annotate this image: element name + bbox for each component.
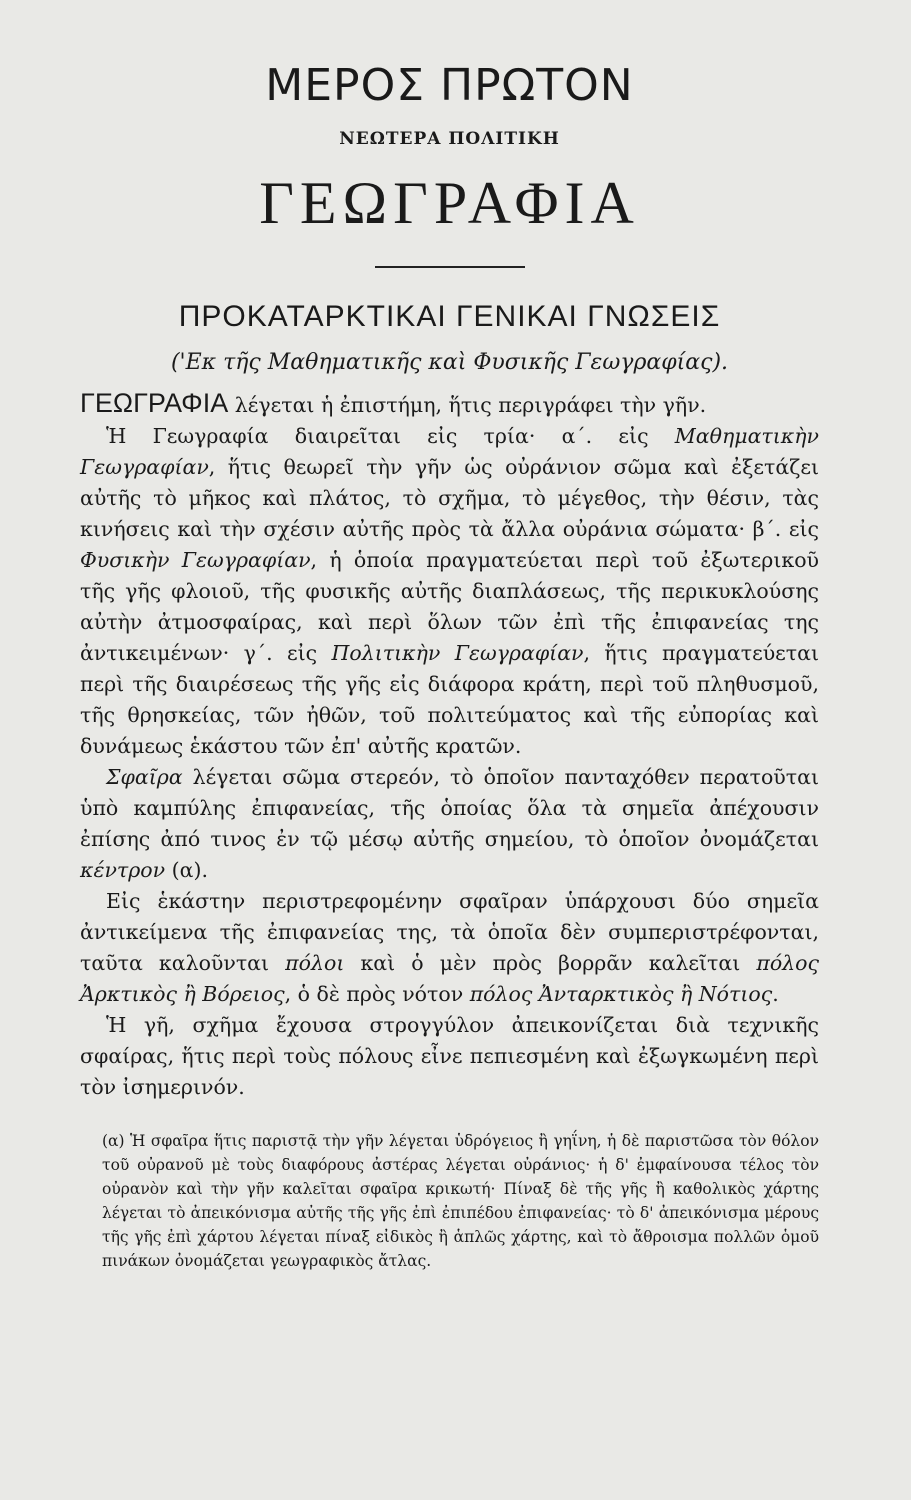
paragraph-text: Εἰς ἑκάστην περιστρεφομένην σφαῖραν ὑπάρχουσι δύο σημεῖα ἀντικείμενα τῆς ἐπιφανείας της, τὰ ὁποῖα δὲν συμπεριστρέφονται, ταῦτα καλοῦνται xyxy=(80,889,819,975)
paragraph-text: λέγεται σῶμα στερεόν, τὸ ὁποῖον πανταχόθεν περατοῦται ὑπὸ καμπύλης ἐπιφανείας, τῆς ὁποίας ὅλα τὰ σημεῖα ἀπέχουσιν ἐπίσης ἀπό τινος ἐν τῷ μέσῳ αὐτῆς σημείου, τὸ ὁποῖον ὀνομάζεται xyxy=(80,765,819,851)
main-title: ΓΕΩΓΡΑΦΙΑ xyxy=(259,170,640,236)
part-title: ΜΕΡΟΣ ΠΡΩΤΟΝ xyxy=(265,60,634,111)
paragraph-earth-shape xyxy=(80,1010,819,1103)
source-note: ('Εκ τῆς Μαθηματικῆς καὶ Φυσικῆς Γεωγραφίας). xyxy=(170,350,729,375)
paragraph-text: καὶ ὁ μὲν πρὸς βορρᾶν καλεῖται xyxy=(344,951,757,975)
paragraph-text: . xyxy=(772,982,779,1006)
paragraph-text: Ἡ γῆ, σχῆμα ἔχουσα στρογγύλον ἀπεικονίζεται διὰ τεχνικῆς σφαίρας, ἥτις περὶ τοὺς πόλους εἶνε πεπιεσμένη καὶ ἐξωγκωμένη xyxy=(80,1013,819,1068)
term-poles: πόλοι xyxy=(285,951,345,975)
term-south-pole: πόλος Ἀνταρκτικὸς ἢ Νότιος xyxy=(469,982,773,1006)
paragraph-definition xyxy=(80,388,819,421)
paragraph-text: λέγεται ἡ ἐπιστήμη, ἥτις περιγράφει τὴν γῆν. xyxy=(228,393,707,417)
paragraph-text: περὶ τὸν ἰσημερινόν. xyxy=(80,1044,819,1099)
paragraph-poles xyxy=(80,886,819,1010)
paragraph-text: , ὁ δὲ πρὸς νότον xyxy=(284,982,470,1006)
term-mathematical: Μαθηματικὴν Γεωγραφίαν xyxy=(80,424,819,479)
footnote: (α) Ἡ σφαῖρα ἥτις παριστᾷ τὴν γῆν λέγεται ὑδρόγειος ἢ γηΐνη, ἡ δὲ παριστῶσα τὸν θόλον τοῦ οὐρανοῦ μὲ τοὺς διαφόρους ἀστέρας λέγεται οὐράνιος· ἡ δ' ἐμφαίνουσα τέλος τὸν οὐρανὸν καὶ τὴν γῆν καλεῖται σφαῖρα κρικωτή· Πίναξ δὲ τῆς γῆς ἢ καθολικὸς χάρτης λέγεται τὸ ἀπεικόνισμα αὐτῆς τῆς γῆς ἐπὶ ἐπιπέδου ἐπιφανείας· τὸ δ' ἀπεικόνισμα μέρους τῆς γῆς ἐπὶ χάρτου λέγεται πίναξ εἰδικὸς ἢ ἁπλῶς χάρτης, καὶ τὸ ἄθροισμα πολλῶν ὁμοῦ πινάκων ὀνομάζεται γεωγραφικὸς ἄτλας. xyxy=(102,1132,819,1270)
paragraph-text: , ἥτις πραγματεύεται περὶ τῆς διαιρέσεως τῆς γῆς εἰς διάφορα κράτη, περὶ τοῦ πληθυσμοῦ, τῆς θρησκείας, τῶν ἠθῶν, τοῦ πολιτεύματος καὶ τῆς εὐπορίας καὶ δυνάμεως ἑκάστου τῶν ἐπ' αὐτῆς κρατῶν. xyxy=(80,641,819,758)
paragraph-divisions xyxy=(80,421,819,762)
paragraph-text: Ἡ Γεωγραφία διαιρεῖται εἰς τρία· α΄. εἰς xyxy=(106,424,675,448)
paragraph-text: , ἥτις θεωρεῖ τὴν γῆν ὡς οὐράνιον σῶμα καὶ ἐξετάζει αὐτῆς τὸ μῆκος καὶ πλάτος, τὸ σχῆμα, τὸ μέγεθος, τὴν θέσιν, τὰς κινήσεις καὶ τὴν σχέσιν αὐτῆς πρὸς τὰ ἄλλα οὐράνια σώματα· β΄. εἰς xyxy=(80,455,819,541)
subtitle: ΝΕΩΤΕΡΑ ΠΟΛΙΤΙΚΗ xyxy=(339,129,560,149)
section-title: ΠΡΟΚΑΤΑΡΚΤΙΚΑΙ ΓΕΝΙΚΑΙ ΓΝΩΣΕΙΣ xyxy=(178,300,721,333)
body-text xyxy=(80,388,819,1103)
paragraph-text: , ἡ ὁποία πραγματεύεται περὶ τοῦ ἐξωτερικοῦ τῆς γῆς φλοιοῦ, τῆς φυσικῆς αὐτῆς διαπλάσεως, τῆς περικυκλούσης αὐτὴν ἀτμοσφαίρας, καὶ περὶ ὅλων τῶν ἐπὶ τῆς ἐπιφανείας της ἀντικειμένων· γ΄. εἰς xyxy=(80,548,819,665)
lead-term: ΓΕΩΓΡΑΦΙΑ xyxy=(80,388,229,418)
term-sphere: Σφαῖρα xyxy=(106,765,183,789)
title-divider xyxy=(375,266,525,268)
paragraph-sphere xyxy=(80,762,819,886)
term-political: Πολιτικὴν Γεωγραφίαν xyxy=(331,641,584,665)
paragraph-text: (α). xyxy=(165,858,208,882)
term-center: κέντρον xyxy=(80,858,166,882)
term-north-pole: πόλος Ἀρκτικὸς ἢ Βόρειος xyxy=(80,951,819,1006)
term-physical: Φυσικὴν Γεωγραφίαν xyxy=(80,548,311,572)
